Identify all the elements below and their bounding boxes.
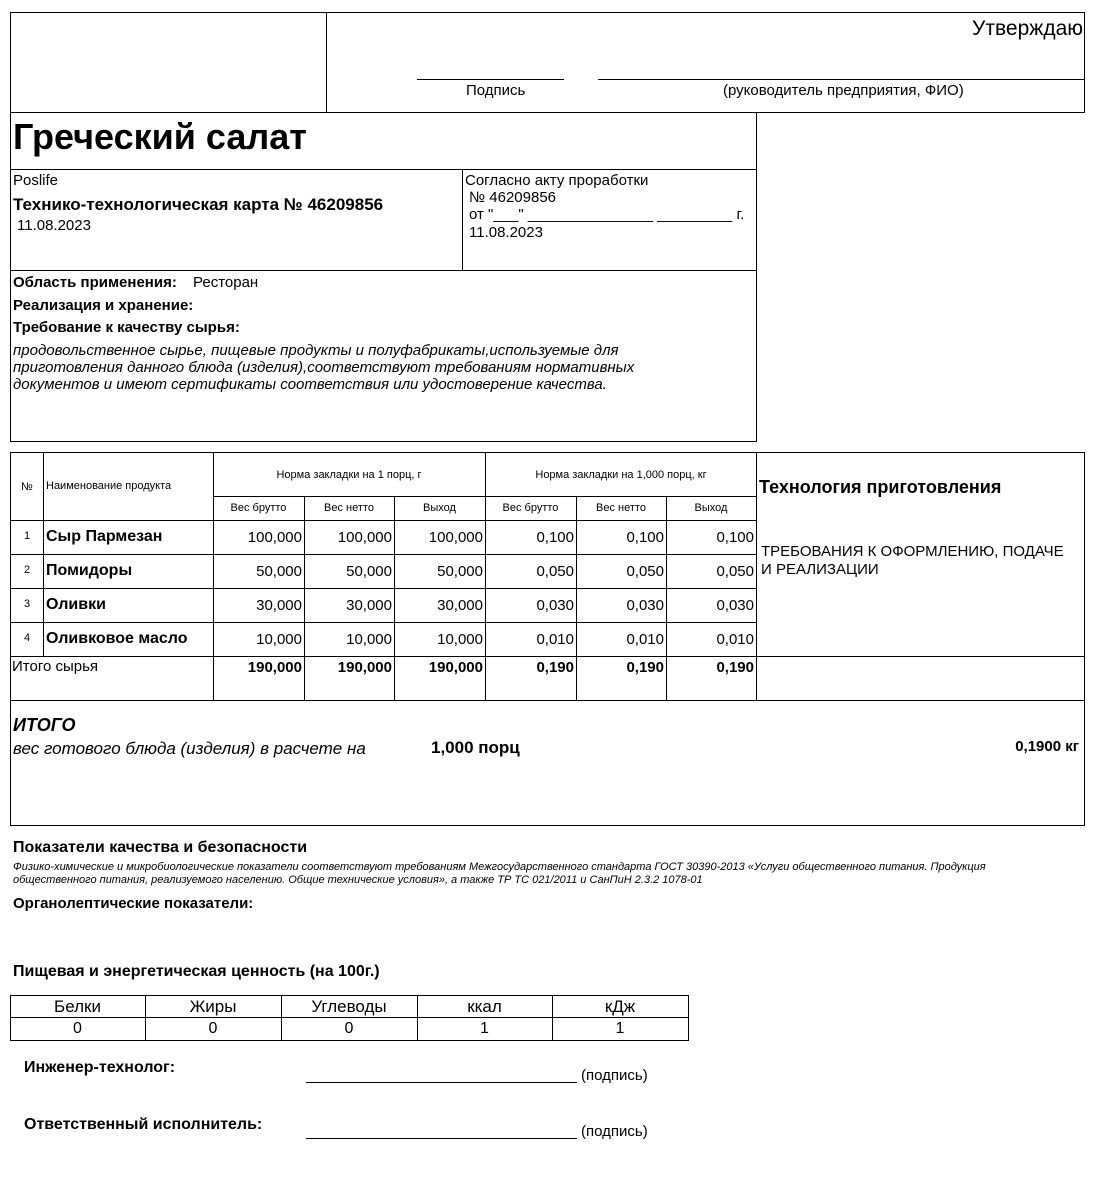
- cell-value: 50,000: [437, 563, 483, 580]
- cell-value: 10,000: [346, 631, 392, 648]
- nutrition-header-protein: Белки: [54, 997, 101, 1016]
- cell-value: 0,010: [536, 631, 574, 648]
- quality-text-3: документов и имеют сертификаты соответствия или удостоверение качества.: [13, 376, 607, 393]
- sub-brutto-1: Вес брутто: [230, 502, 287, 514]
- cell-value: 0,010: [716, 631, 754, 648]
- nutrition-value-kj: 1: [615, 1020, 625, 1037]
- quality-label: Требование к качеству сырья:: [13, 319, 240, 336]
- signature-line: [417, 79, 564, 80]
- cell-value: 10,000: [437, 631, 483, 648]
- total-value: 190,000: [247, 659, 302, 676]
- row-no: 3: [24, 598, 31, 610]
- cell-value: 100,000: [247, 529, 302, 546]
- cell-value: 50,000: [346, 563, 392, 580]
- manager-label: (руководитель предприятия, ФИО): [723, 82, 964, 99]
- responsible-signature-line: [306, 1138, 577, 1139]
- nutrition-header-kcal: ккал: [467, 997, 502, 1016]
- nutrition-value-fat: 0: [208, 1020, 218, 1037]
- quality-text-1: продовольственное сырье, пищевые продукты и полуфабрикаты,используемые для: [13, 342, 619, 359]
- nutrition-value-protein: 0: [73, 1020, 82, 1037]
- responsible-sign-hint: (подпись): [581, 1123, 648, 1140]
- total-value: 0,190: [536, 659, 574, 676]
- total-value: 190,000: [428, 659, 483, 676]
- total-value: 0,190: [626, 659, 664, 676]
- col-name: Наименование продукта: [46, 480, 172, 492]
- nutrition-header-carbs: Углеводы: [311, 997, 387, 1016]
- cell-value: 0,050: [536, 563, 574, 580]
- signature-label: Подпись: [466, 82, 526, 99]
- cell-value: 0,030: [536, 597, 574, 614]
- row-name: Сыр Пармезан: [46, 528, 163, 545]
- nutrition-title: Пищевая и энергетическая ценность (на 100г.): [13, 963, 380, 980]
- org-name: Poslife: [13, 172, 59, 189]
- safety-text-2: общественного питания, реализуемого населению. Общие технические условия», а также ТР ТС 021/2011 и СанПиН 2.3.2 1078-01: [13, 874, 703, 886]
- scope-label: Область применения:: [13, 274, 177, 291]
- tech-title: Технология приготовления: [759, 477, 1002, 497]
- total-value: 190,000: [337, 659, 392, 676]
- act-line1: Согласно акту проработки: [465, 172, 649, 189]
- card-date: 11.08.2023: [17, 217, 91, 234]
- act-date-line: от "___" _______________ _________ г.: [469, 206, 745, 223]
- nutrition-header-kj: кДж: [604, 997, 636, 1016]
- nutrition-header-fat: Жиры: [189, 997, 237, 1016]
- itogo-portions: 1,000 порц: [431, 738, 520, 757]
- storage-label: Реализация и хранение:: [13, 297, 194, 314]
- cell-value: 30,000: [256, 597, 302, 614]
- manager-line: [598, 79, 1084, 80]
- engineer-signature-line: [306, 1082, 577, 1083]
- group-per-portion: Норма закладки на 1 порц, г: [276, 469, 422, 481]
- tech-requirements: ТРЕБОВАНИЯ К ОФОРМЛЕНИЮ, ПОДАЧЕ: [761, 543, 1064, 560]
- nutrition-value-kcal: 1: [480, 1020, 489, 1037]
- act-number: № 46209856: [469, 189, 556, 206]
- engineer-label: Инженер-технолог:: [24, 1059, 176, 1076]
- card-title: Технико-технологическая карта № 46209856: [13, 195, 384, 214]
- cell-value: 50,000: [256, 563, 302, 580]
- dish-title: Греческий салат: [13, 116, 307, 157]
- nutrition-value-carbs: 0: [344, 1020, 354, 1037]
- organoleptic-label: Органолептические показатели:: [13, 895, 254, 912]
- sub-netto-2: Вес нетто: [596, 502, 646, 514]
- safety-text-1: Физико-химические и микробиологические показатели соответствуют требованиям Межгосударственного стандарта ГОСТ 30390-2013 «Услуги общественного питания. Продукция: [13, 861, 986, 873]
- cell-value: 100,000: [428, 529, 483, 546]
- engineer-sign-hint: (подпись): [581, 1067, 648, 1084]
- cell-value: 0,030: [716, 597, 754, 614]
- row-no: 4: [24, 632, 31, 644]
- act-date: 11.08.2023: [469, 224, 543, 241]
- scope-value: Ресторан: [193, 274, 259, 291]
- sub-output-1: Выход: [423, 502, 456, 514]
- cell-value: 0,100: [716, 529, 754, 546]
- cell-value: 0,010: [626, 631, 664, 648]
- tech-requirements-2: И РЕАЛИЗАЦИИ: [761, 561, 879, 578]
- row-no: 2: [24, 564, 31, 576]
- cell-value: 0,030: [626, 597, 664, 614]
- itogo-text: вес готового блюда (изделия) в расчете на: [13, 739, 366, 758]
- sub-netto-1: Вес нетто: [324, 502, 374, 514]
- row-no: 1: [24, 530, 31, 542]
- cell-value: 0,100: [626, 529, 664, 546]
- itogo-label: ИТОГО: [13, 715, 76, 735]
- row-name: Помидоры: [46, 562, 133, 579]
- col-no: №: [21, 481, 33, 493]
- itogo-weight: 0,1900 кг: [1015, 738, 1079, 755]
- total-label: Итого сырья: [12, 658, 99, 675]
- cell-value: 30,000: [346, 597, 392, 614]
- row-name: Оливки: [46, 596, 106, 613]
- approve-label: Утверждаю: [972, 17, 1083, 40]
- cell-value: 0,100: [536, 529, 574, 546]
- group-per-batch: Норма закладки на 1,000 порц, кг: [535, 469, 707, 481]
- cell-value: 30,000: [437, 597, 483, 614]
- sub-brutto-2: Вес брутто: [502, 502, 559, 514]
- sub-output-2: Выход: [694, 502, 728, 514]
- cell-value: 10,000: [256, 631, 302, 648]
- quality-text-2: приготовления данного блюда (изделия),соответствуют требованиям нормативных: [13, 359, 635, 376]
- safety-title: Показатели качества и безопасности: [13, 839, 308, 856]
- total-value: 0,190: [716, 659, 754, 676]
- cell-value: 0,050: [626, 563, 664, 580]
- cell-value: 100,000: [337, 529, 392, 546]
- cell-value: 0,050: [716, 563, 754, 580]
- responsible-label: Ответственный исполнитель:: [24, 1116, 263, 1133]
- row-name: Оливковое масло: [46, 630, 188, 647]
